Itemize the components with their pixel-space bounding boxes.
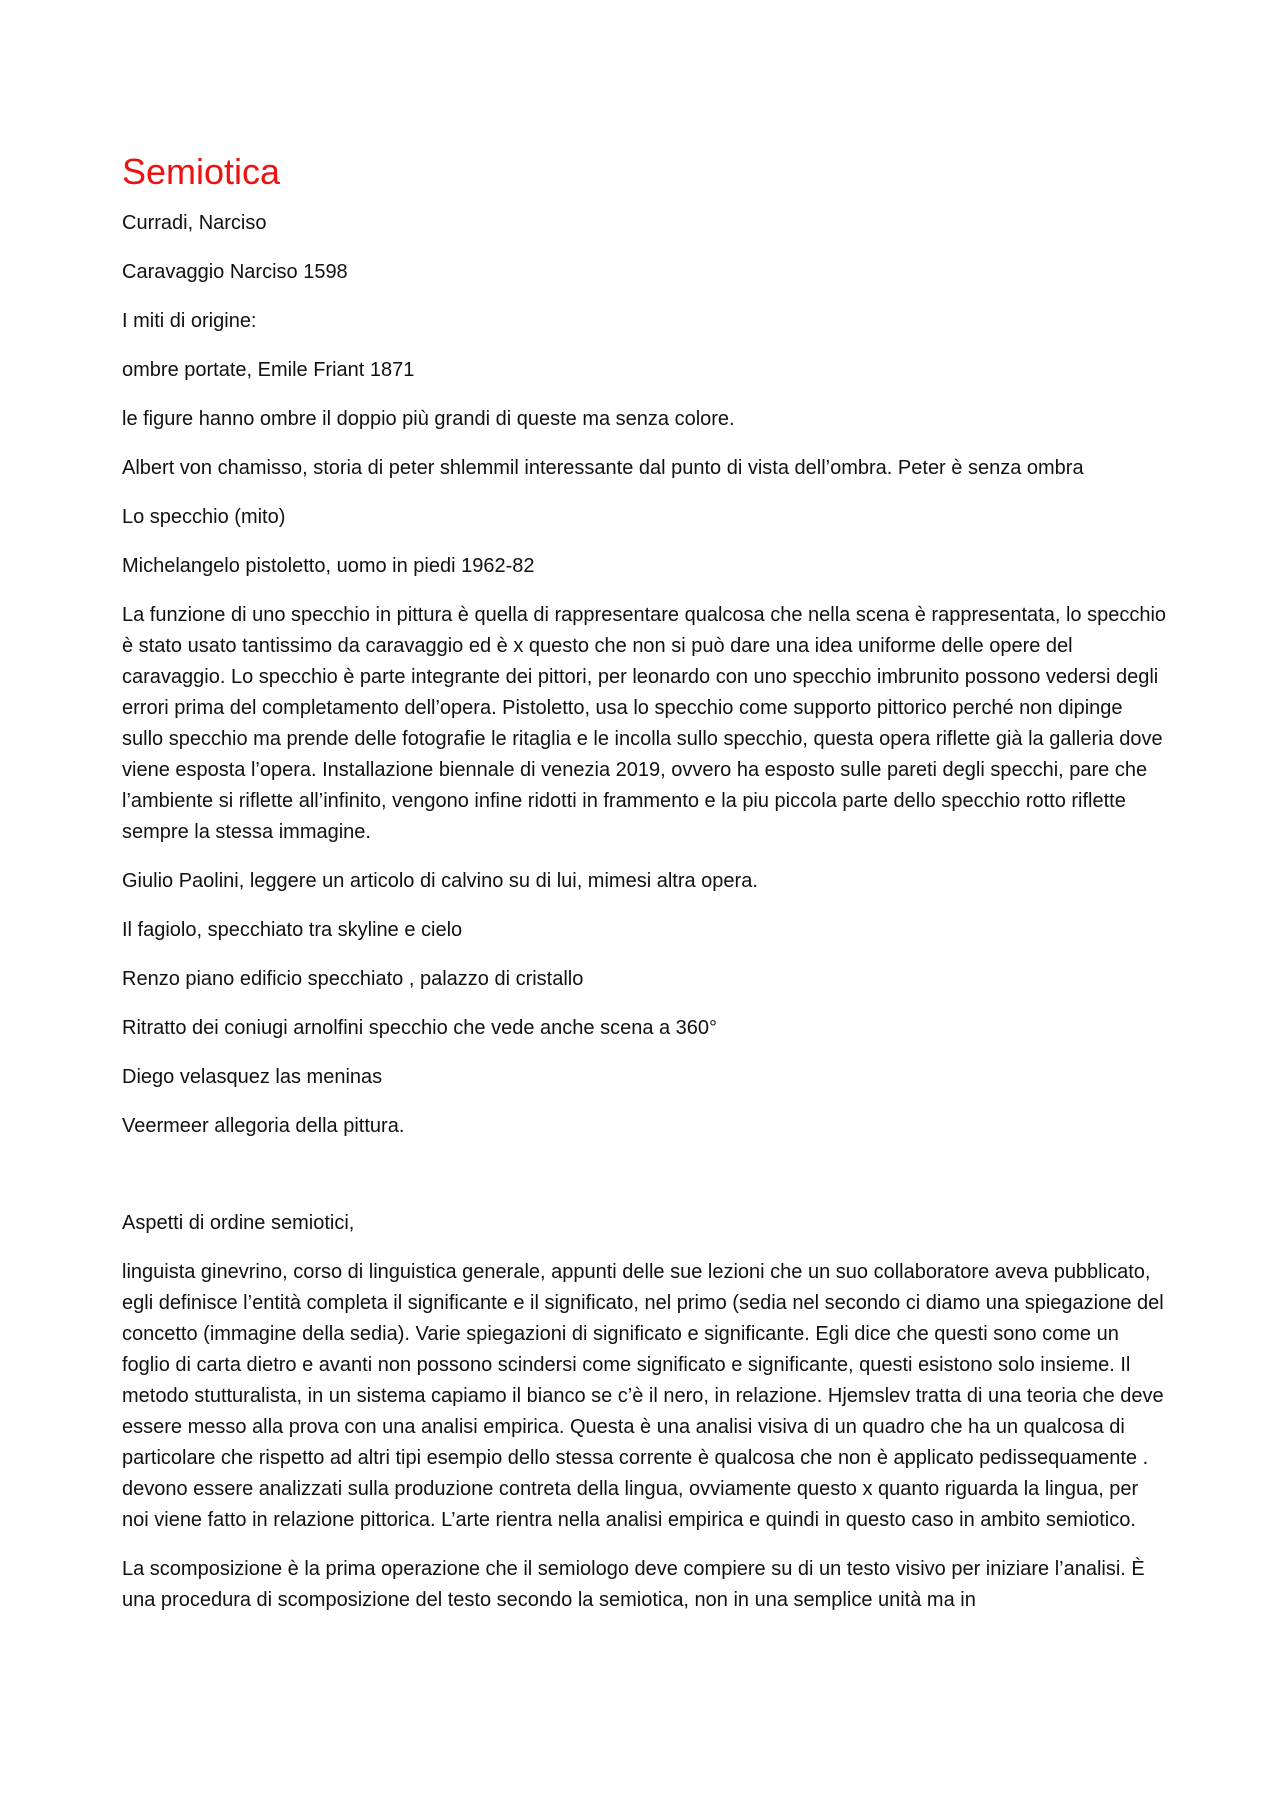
paragraph: Aspetti di ordine semiotici, bbox=[122, 1212, 355, 1234]
notes-section-mirrors bbox=[122, 208, 1167, 1142]
paragraph: I miti di origine: bbox=[122, 310, 257, 332]
paragraph: Lo specchio (mito) bbox=[122, 506, 286, 528]
paragraph: le figure hanno ombre il doppio più grandi di queste ma senza colore. bbox=[122, 408, 735, 430]
paragraph: Diego velasquez las meninas bbox=[122, 1066, 383, 1088]
notes-section-semiotics bbox=[122, 1208, 1167, 1616]
paragraph: Curradi, Narciso bbox=[122, 212, 267, 234]
paragraph: linguista ginevrino, corso di linguistica generale, appunti delle sue lezioni che un suo collaboratore aveva pubblicato, egli definisce l’entità completa il significante e il significato, nel primo (sedia nel secondo ci diamo una spiegazione del concetto (immagine della sedia). Varie spiegazioni di significato e significante. Egli dice che questi sono come un foglio di carta dietro e avanti non possono scindersi come significato e significante, questi esistono solo insieme. Il metodo stutturalista, in un sistema capiamo il bianco se c’è il nero, in relazione. Hjemslev tratta di una teoria che deve essere messo alla prova con una analisi empirica. Questa è una analisi visiva di un quadro che ha un qualcosa di particolare che rispetto ad altri tipi esempio dello stessa corrente è qualcosa che non è applicato pedissequamente . devono essere analizzati sulla produzione contreta della lingua, ovviamente questo x quanto riguarda la lingua, per noi viene fatto in relazione pittorica. L’arte rientra nella analisi empirica e quindi in questo caso in ambito semiotico. bbox=[122, 1261, 1164, 1531]
paragraph: Giulio Paolini, leggere un articolo di calvino su di lui, mimesi altra opera. bbox=[122, 870, 758, 892]
section-spacer bbox=[122, 1160, 1167, 1208]
paragraph: Michelangelo pistoletto, uomo in piedi 1962-82 bbox=[122, 555, 535, 577]
document-page bbox=[122, 150, 1167, 1634]
paragraph: Il fagiolo, specchiato tra skyline e cielo bbox=[122, 919, 463, 941]
paragraph: Ritratto dei coniugi arnolfini specchio che vede anche scena a 360° bbox=[122, 1017, 718, 1039]
page-title: Semiotica bbox=[122, 151, 281, 192]
paragraph: La scomposizione è la prima operazione che il semiologo deve compiere su di un testo visivo per iniziare l’analisi. È una procedura di scomposizione del testo secondo la semiotica, non in una semplice unità ma in bbox=[122, 1558, 1145, 1611]
paragraph: Caravaggio Narciso 1598 bbox=[122, 261, 348, 283]
paragraph: ombre portate, Emile Friant 1871 bbox=[122, 359, 415, 381]
paragraph: La funzione di uno specchio in pittura è quella di rappresentare qualcosa che nella scena è rappresentata, lo specchio è stato usato tantissimo da caravaggio ed è x questo che non si può dare una idea uniforme delle opere del caravaggio. Lo specchio è parte integrante dei pittori, per leonardo con uno specchio imbrunito possono vedersi degli errori prima del completamento dell’opera. Pistoletto, usa lo specchio come supporto pittorico perché non dipinge sullo specchio ma prende delle fotografie le ritaglia e le incolla sullo specchio, questa opera riflette già la galleria dove viene esposta l’opera. Installazione biennale di venezia 2019, ovvero ha esposto sulle pareti degli specchi, pare che l’ambiente si riflette all’infinito, vengono infine ridotti in frammento e la piu piccola parte dello specchio rotto riflette sempre la stessa immagine. bbox=[122, 604, 1167, 843]
paragraph: Renzo piano edificio specchiato , palazzo di cristallo bbox=[122, 968, 584, 990]
paragraph: Veermeer allegoria della pittura. bbox=[122, 1115, 405, 1137]
paragraph: Albert von chamisso, storia di peter shlemmil interessante dal punto di vista dell’ombra. Peter è senza ombra bbox=[122, 457, 1084, 479]
